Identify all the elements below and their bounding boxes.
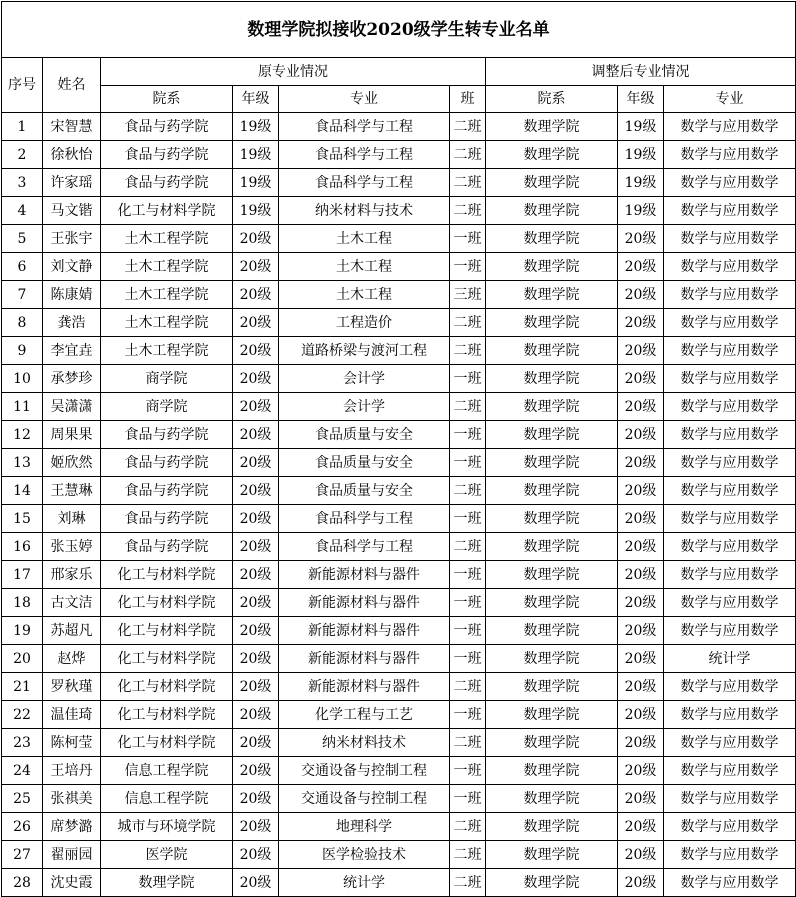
- student-name: 刘文静: [43, 253, 101, 281]
- original-dept: 化工与材料学院: [101, 729, 233, 757]
- adjusted-major: 数学与应用数学: [664, 785, 796, 813]
- table-row: [2, 309, 796, 337]
- original-class: 二班: [450, 729, 486, 757]
- table-row: [2, 197, 796, 225]
- original-dept: 食品与药学院: [101, 421, 233, 449]
- student-name: 龚浩: [43, 309, 101, 337]
- adjusted-dept: 数理学院: [486, 281, 618, 309]
- original-class: 二班: [450, 309, 486, 337]
- table-row: [2, 365, 796, 393]
- original-dept: 食品与药学院: [101, 141, 233, 169]
- adjusted-grade: 20级: [618, 813, 664, 841]
- adjusted-major: 数学与应用数学: [664, 281, 796, 309]
- adjusted-dept: 数理学院: [486, 729, 618, 757]
- original-grade: 20级: [233, 393, 279, 421]
- adjusted-grade: 20级: [618, 477, 664, 505]
- adjusted-grade: 20级: [618, 393, 664, 421]
- adjusted-grade: 19级: [618, 141, 664, 169]
- adjusted-dept: 数理学院: [486, 365, 618, 393]
- header-group-row: [2, 58, 796, 86]
- row-index: 17: [2, 561, 43, 589]
- original-major: 交通设备与控制工程: [279, 757, 450, 785]
- original-dept: 土木工程学院: [101, 337, 233, 365]
- original-major: 土木工程: [279, 225, 450, 253]
- original-dept: 数理学院: [101, 869, 233, 897]
- header-sub-row: [2, 86, 796, 113]
- original-class: 一班: [450, 701, 486, 729]
- table-row: [2, 645, 796, 673]
- adjusted-major: 数学与应用数学: [664, 449, 796, 477]
- original-class: 一班: [450, 225, 486, 253]
- original-grade: 20级: [233, 477, 279, 505]
- row-index: 26: [2, 813, 43, 841]
- adjusted-grade: 20级: [618, 757, 664, 785]
- row-index: 20: [2, 645, 43, 673]
- table-row: [2, 841, 796, 869]
- row-index: 1: [2, 113, 43, 141]
- original-class: 二班: [450, 477, 486, 505]
- original-grade: 20级: [233, 673, 279, 701]
- adjusted-major: 数学与应用数学: [664, 225, 796, 253]
- original-class: 二班: [450, 673, 486, 701]
- row-index: 15: [2, 505, 43, 533]
- original-grade: 20级: [233, 281, 279, 309]
- adjusted-dept: 数理学院: [486, 225, 618, 253]
- original-major: 新能源材料与器件: [279, 645, 450, 673]
- table-row: [2, 169, 796, 197]
- adjusted-dept: 数理学院: [486, 813, 618, 841]
- original-class: 二班: [450, 141, 486, 169]
- original-major: 食品质量与安全: [279, 421, 450, 449]
- adjusted-grade: 20级: [618, 701, 664, 729]
- adjusted-grade: 20级: [618, 673, 664, 701]
- adjusted-dept: 数理学院: [486, 421, 618, 449]
- adjusted-major: 数学与应用数学: [664, 673, 796, 701]
- original-dept: 化工与材料学院: [101, 673, 233, 701]
- transfer-list-table: [1, 1, 796, 897]
- adjusted-dept: 数理学院: [486, 477, 618, 505]
- adjusted-dept: 数理学院: [486, 617, 618, 645]
- original-class: 二班: [450, 169, 486, 197]
- row-index: 25: [2, 785, 43, 813]
- student-name: 王慧琳: [43, 477, 101, 505]
- header-original-group: 原专业情况: [101, 58, 486, 86]
- table-row: [2, 617, 796, 645]
- table-row: [2, 869, 796, 897]
- student-name: 宋智慧: [43, 113, 101, 141]
- original-major: 医学检验技术: [279, 841, 450, 869]
- title-row: [2, 2, 796, 58]
- adjusted-major: 数学与应用数学: [664, 533, 796, 561]
- original-major: 食品质量与安全: [279, 449, 450, 477]
- original-grade: 20级: [233, 225, 279, 253]
- student-name: 苏超凡: [43, 617, 101, 645]
- row-index: 18: [2, 589, 43, 617]
- transfer-list-sheet: [1, 1, 795, 893]
- original-major: 新能源材料与器件: [279, 617, 450, 645]
- original-class: 一班: [450, 561, 486, 589]
- adjusted-grade: 20级: [618, 729, 664, 757]
- adjusted-major: 数学与应用数学: [664, 309, 796, 337]
- adjusted-major: 数学与应用数学: [664, 701, 796, 729]
- adjusted-grade: 20级: [618, 365, 664, 393]
- original-dept: 化工与材料学院: [101, 197, 233, 225]
- adjusted-grade: 20级: [618, 561, 664, 589]
- original-major: 食品科学与工程: [279, 169, 450, 197]
- adjusted-dept: 数理学院: [486, 533, 618, 561]
- row-index: 2: [2, 141, 43, 169]
- header-adjusted-group: 调整后专业情况: [486, 58, 796, 86]
- table-row: [2, 673, 796, 701]
- original-dept: 化工与材料学院: [101, 617, 233, 645]
- original-dept: 食品与药学院: [101, 533, 233, 561]
- table-row: [2, 225, 796, 253]
- original-grade: 20级: [233, 253, 279, 281]
- adjusted-grade: 19级: [618, 169, 664, 197]
- adjusted-dept: 数理学院: [486, 169, 618, 197]
- adjusted-dept: 数理学院: [486, 757, 618, 785]
- original-grade: 20级: [233, 533, 279, 561]
- original-dept: 化工与材料学院: [101, 701, 233, 729]
- row-index: 22: [2, 701, 43, 729]
- student-name: 许家瑶: [43, 169, 101, 197]
- student-name: 陈柯莹: [43, 729, 101, 757]
- original-class: 一班: [450, 617, 486, 645]
- original-grade: 20级: [233, 841, 279, 869]
- original-grade: 20级: [233, 421, 279, 449]
- original-dept: 食品与药学院: [101, 113, 233, 141]
- row-index: 16: [2, 533, 43, 561]
- adjusted-grade: 20级: [618, 225, 664, 253]
- original-major: 新能源材料与器件: [279, 673, 450, 701]
- original-dept: 化工与材料学院: [101, 645, 233, 673]
- student-name: 吴潇潇: [43, 393, 101, 421]
- original-dept: 土木工程学院: [101, 281, 233, 309]
- original-major: 纳米材料技术: [279, 729, 450, 757]
- adjusted-major: 数学与应用数学: [664, 757, 796, 785]
- adjusted-grade: 20级: [618, 785, 664, 813]
- original-grade: 19级: [233, 197, 279, 225]
- original-grade: 19级: [233, 169, 279, 197]
- original-dept: 土木工程学院: [101, 225, 233, 253]
- original-dept: 化工与材料学院: [101, 561, 233, 589]
- header-index: 序号: [2, 58, 43, 113]
- row-index: 24: [2, 757, 43, 785]
- original-major: 工程造价: [279, 309, 450, 337]
- original-class: 一班: [450, 421, 486, 449]
- table-row: [2, 449, 796, 477]
- table-row: [2, 589, 796, 617]
- row-index: 10: [2, 365, 43, 393]
- adjusted-major: 数学与应用数学: [664, 813, 796, 841]
- adjusted-dept: 数理学院: [486, 589, 618, 617]
- table-row: [2, 785, 796, 813]
- adjusted-major: 数学与应用数学: [664, 253, 796, 281]
- row-index: 12: [2, 421, 43, 449]
- adjusted-dept: 数理学院: [486, 701, 618, 729]
- original-major: 交通设备与控制工程: [279, 785, 450, 813]
- table-row: [2, 113, 796, 141]
- adjusted-major: 数学与应用数学: [664, 589, 796, 617]
- original-grade: 20级: [233, 505, 279, 533]
- original-class: 一班: [450, 365, 486, 393]
- original-class: 一班: [450, 785, 486, 813]
- student-name: 邢家乐: [43, 561, 101, 589]
- original-grade: 20级: [233, 785, 279, 813]
- adjusted-grade: 20级: [618, 533, 664, 561]
- original-dept: 信息工程学院: [101, 785, 233, 813]
- adjusted-dept: 数理学院: [486, 645, 618, 673]
- original-class: 一班: [450, 449, 486, 477]
- adjusted-grade: 20级: [618, 841, 664, 869]
- student-name: 罗秋瑾: [43, 673, 101, 701]
- table-row: [2, 757, 796, 785]
- student-name: 姬欣然: [43, 449, 101, 477]
- original-major: 地理科学: [279, 813, 450, 841]
- row-index: 6: [2, 253, 43, 281]
- row-index: 5: [2, 225, 43, 253]
- original-grade: 20级: [233, 561, 279, 589]
- adjusted-major: 数学与应用数学: [664, 197, 796, 225]
- adjusted-grade: 20级: [618, 589, 664, 617]
- original-class: 一班: [450, 645, 486, 673]
- adjusted-major: 数学与应用数学: [664, 365, 796, 393]
- original-class: 二班: [450, 337, 486, 365]
- adjusted-major: 数学与应用数学: [664, 561, 796, 589]
- original-major: 食品科学与工程: [279, 533, 450, 561]
- adjusted-dept: 数理学院: [486, 253, 618, 281]
- row-index: 4: [2, 197, 43, 225]
- original-class: 二班: [450, 533, 486, 561]
- header-adjusted-dept: 院系: [486, 86, 618, 113]
- original-grade: 20级: [233, 617, 279, 645]
- table-row: [2, 505, 796, 533]
- adjusted-major: 数学与应用数学: [664, 141, 796, 169]
- adjusted-dept: 数理学院: [486, 309, 618, 337]
- student-name: 马文锴: [43, 197, 101, 225]
- original-major: 统计学: [279, 869, 450, 897]
- student-name: 沈史霞: [43, 869, 101, 897]
- adjusted-major: 数学与应用数学: [664, 617, 796, 645]
- original-grade: 20级: [233, 757, 279, 785]
- original-class: 二班: [450, 197, 486, 225]
- original-class: 二班: [450, 869, 486, 897]
- adjusted-grade: 20级: [618, 421, 664, 449]
- original-dept: 食品与药学院: [101, 449, 233, 477]
- header-adjusted-grade: 年级: [618, 86, 664, 113]
- table-body: [2, 113, 796, 897]
- original-dept: 商学院: [101, 393, 233, 421]
- original-major: 新能源材料与器件: [279, 589, 450, 617]
- adjusted-dept: 数理学院: [486, 113, 618, 141]
- adjusted-grade: 20级: [618, 449, 664, 477]
- original-major: 化学工程与工艺: [279, 701, 450, 729]
- student-name: 承梦珍: [43, 365, 101, 393]
- original-dept: 商学院: [101, 365, 233, 393]
- adjusted-major: 数学与应用数学: [664, 869, 796, 897]
- original-dept: 信息工程学院: [101, 757, 233, 785]
- student-name: 王张宇: [43, 225, 101, 253]
- original-major: 纳米材料与技术: [279, 197, 450, 225]
- table-row: [2, 253, 796, 281]
- original-dept: 食品与药学院: [101, 505, 233, 533]
- original-dept: 土木工程学院: [101, 309, 233, 337]
- header-original-class: 班: [450, 86, 486, 113]
- adjusted-grade: 20级: [618, 645, 664, 673]
- adjusted-grade: 20级: [618, 617, 664, 645]
- original-class: 一班: [450, 505, 486, 533]
- original-class: 二班: [450, 393, 486, 421]
- row-index: 13: [2, 449, 43, 477]
- original-grade: 20级: [233, 309, 279, 337]
- original-grade: 19级: [233, 113, 279, 141]
- original-major: 会计学: [279, 393, 450, 421]
- adjusted-dept: 数理学院: [486, 561, 618, 589]
- row-index: 8: [2, 309, 43, 337]
- adjusted-grade: 20级: [618, 869, 664, 897]
- student-name: 陈康婧: [43, 281, 101, 309]
- adjusted-grade: 19级: [618, 113, 664, 141]
- table-row: [2, 533, 796, 561]
- original-class: 一班: [450, 253, 486, 281]
- adjusted-dept: 数理学院: [486, 841, 618, 869]
- adjusted-major: 统计学: [664, 645, 796, 673]
- original-grade: 20级: [233, 449, 279, 477]
- adjusted-dept: 数理学院: [486, 673, 618, 701]
- student-name: 古文洁: [43, 589, 101, 617]
- table-row: [2, 141, 796, 169]
- row-index: 27: [2, 841, 43, 869]
- adjusted-major: 数学与应用数学: [664, 337, 796, 365]
- row-index: 11: [2, 393, 43, 421]
- original-major: 道路桥梁与渡河工程: [279, 337, 450, 365]
- row-index: 7: [2, 281, 43, 309]
- adjusted-dept: 数理学院: [486, 785, 618, 813]
- header-name: 姓名: [43, 58, 101, 113]
- student-name: 王培丹: [43, 757, 101, 785]
- row-index: 14: [2, 477, 43, 505]
- adjusted-grade: 20级: [618, 309, 664, 337]
- student-name: 席梦潞: [43, 813, 101, 841]
- original-major: 土木工程: [279, 281, 450, 309]
- adjusted-dept: 数理学院: [486, 197, 618, 225]
- original-major: 会计学: [279, 365, 450, 393]
- original-dept: 土木工程学院: [101, 253, 233, 281]
- adjusted-dept: 数理学院: [486, 449, 618, 477]
- adjusted-major: 数学与应用数学: [664, 113, 796, 141]
- adjusted-dept: 数理学院: [486, 141, 618, 169]
- adjusted-dept: 数理学院: [486, 869, 618, 897]
- original-class: 二班: [450, 841, 486, 869]
- student-name: 温佳琦: [43, 701, 101, 729]
- original-major: 食品科学与工程: [279, 141, 450, 169]
- adjusted-major: 数学与应用数学: [664, 505, 796, 533]
- header-original-major: 专业: [279, 86, 450, 113]
- original-grade: 20级: [233, 701, 279, 729]
- original-grade: 20级: [233, 337, 279, 365]
- original-grade: 20级: [233, 365, 279, 393]
- student-name: 赵烨: [43, 645, 101, 673]
- adjusted-grade: 20级: [618, 253, 664, 281]
- table-row: [2, 281, 796, 309]
- original-grade: 19级: [233, 141, 279, 169]
- original-class: 二班: [450, 813, 486, 841]
- row-index: 3: [2, 169, 43, 197]
- row-index: 21: [2, 673, 43, 701]
- original-major: 新能源材料与器件: [279, 561, 450, 589]
- adjusted-dept: 数理学院: [486, 393, 618, 421]
- adjusted-major: 数学与应用数学: [664, 393, 796, 421]
- table-row: [2, 393, 796, 421]
- original-class: 一班: [450, 757, 486, 785]
- header-original-dept: 院系: [101, 86, 233, 113]
- adjusted-dept: 数理学院: [486, 337, 618, 365]
- table-row: [2, 561, 796, 589]
- adjusted-grade: 19级: [618, 197, 664, 225]
- adjusted-grade: 20级: [618, 281, 664, 309]
- row-index: 9: [2, 337, 43, 365]
- adjusted-grade: 20级: [618, 337, 664, 365]
- table-row: [2, 813, 796, 841]
- original-dept: 食品与药学院: [101, 169, 233, 197]
- original-major: 食品质量与安全: [279, 477, 450, 505]
- original-dept: 医学院: [101, 841, 233, 869]
- original-dept: 食品与药学院: [101, 477, 233, 505]
- original-grade: 20级: [233, 869, 279, 897]
- original-major: 土木工程: [279, 253, 450, 281]
- student-name: 李宜垚: [43, 337, 101, 365]
- header-adjusted-major: 专业: [664, 86, 796, 113]
- original-dept: 城市与环境学院: [101, 813, 233, 841]
- original-class: 三班: [450, 281, 486, 309]
- original-grade: 20级: [233, 813, 279, 841]
- student-name: 翟丽园: [43, 841, 101, 869]
- original-grade: 20级: [233, 729, 279, 757]
- adjusted-grade: 20级: [618, 505, 664, 533]
- adjusted-major: 数学与应用数学: [664, 169, 796, 197]
- student-name: 徐秋怡: [43, 141, 101, 169]
- table-row: [2, 701, 796, 729]
- row-index: 28: [2, 869, 43, 897]
- adjusted-dept: 数理学院: [486, 505, 618, 533]
- original-dept: 化工与材料学院: [101, 589, 233, 617]
- adjusted-major: 数学与应用数学: [664, 841, 796, 869]
- table-title: 数理学院拟接收2020级学生转专业名单: [2, 2, 796, 58]
- table-row: [2, 729, 796, 757]
- row-index: 23: [2, 729, 43, 757]
- original-class: 一班: [450, 589, 486, 617]
- adjusted-major: 数学与应用数学: [664, 421, 796, 449]
- original-major: 食品科学与工程: [279, 505, 450, 533]
- adjusted-major: 数学与应用数学: [664, 729, 796, 757]
- adjusted-major: 数学与应用数学: [664, 477, 796, 505]
- student-name: 刘琳: [43, 505, 101, 533]
- row-index: 19: [2, 617, 43, 645]
- table-row: [2, 337, 796, 365]
- student-name: 张祺美: [43, 785, 101, 813]
- original-class: 二班: [450, 113, 486, 141]
- original-grade: 20级: [233, 589, 279, 617]
- original-major: 食品科学与工程: [279, 113, 450, 141]
- table-row: [2, 421, 796, 449]
- original-grade: 20级: [233, 645, 279, 673]
- table-row: [2, 477, 796, 505]
- header-original-grade: 年级: [233, 86, 279, 113]
- student-name: 周果果: [43, 421, 101, 449]
- student-name: 张玉婷: [43, 533, 101, 561]
